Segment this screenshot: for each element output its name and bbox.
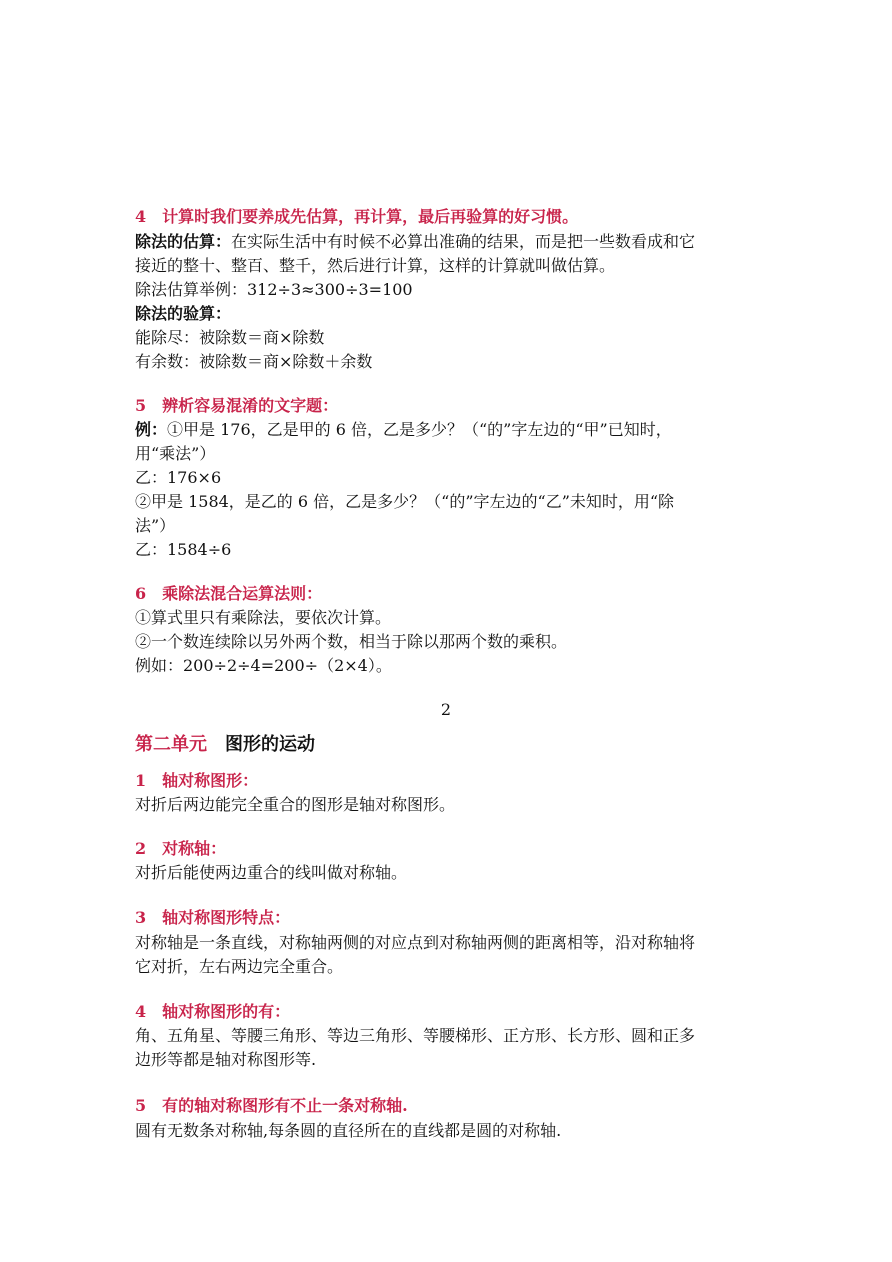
unit-2-item-4-text-2: 边形等都是轴对称图形等. [135,1050,317,1069]
unit-2-label: 第二单元 [135,734,207,755]
estimation-text-2: 接近的整十、整百、整千，然后进行计算，这样的计算就叫做估算。 [135,256,616,275]
example-1-line-1: 例：①甲是 176，乙是甲的 6 倍，乙是多少？（“的”字左边的“甲”已知时， [135,420,672,439]
estimation-definition-line [135,232,765,252]
example-label: 例： [135,420,168,439]
unit-2-item-4-text-1: 角、五角星、等腰三角形、等边三角形、等腰梯形、正方形、长方形、圆和正多 [135,1026,696,1045]
example-2-line-2: 法”） [135,516,176,535]
unit-2-item-2-heading: 2 对称轴： [135,839,227,858]
section-6-heading: 6 乘除法混合运算法则： [135,584,323,603]
unit-2-item-3-heading: 3 轴对称图形特点： [135,908,291,927]
unit-2-item-5-heading: 5 有的轴对称图形有不止一条对称轴. [135,1096,408,1115]
unit-2-topic: 图形的运动 [225,734,315,755]
unit-2-item-4-heading: 4 轴对称图形的有： [135,1002,291,1021]
estimation-text-1: 在实际生活中有时候不必算出准确的结果，而是把一些数看成和它 [231,232,696,251]
unit-2-item-3-text-1: 对称轴是一条直线，对称轴两侧的对应点到对称轴两侧的距离相等，沿对称轴将 [135,933,696,952]
example-1-answer: 乙：176×6 [135,468,222,487]
check-exact: 能除尽：被除数＝商×除数 [135,328,325,347]
example-1-line-2: 用“乘法”） [135,444,216,463]
check-remainder: 有余数：被除数＝商×除数＋余数 [135,352,373,371]
rule-2: ②一个数连续除以另外两个数，相当于除以那两个数的乘积。 [135,632,568,651]
estimation-term: 除法的估算： [135,232,232,251]
estimation-example: 除法估算举例：312÷3≈300÷3=100 [135,280,413,299]
unit-2-title [135,734,765,756]
unit-2-item-3-text-2: 它对折，左右两边完全重合。 [135,957,344,976]
section-5-heading: 5 辨析容易混淆的文字题： [135,396,339,415]
section-4-heading: 4 计算时我们要养成先估算，再计算，最后再验算的好习惯。 [135,207,579,226]
rule-example: 例如：200÷2÷4=200÷（2×4）。 [135,656,392,675]
unit-2-item-1-heading: 1 轴对称图形： [135,771,259,790]
unit-2-item-2-text: 对折后能使两边重合的线叫做对称轴。 [135,863,408,882]
page-number: 2 [440,700,452,719]
example-2-answer: 乙：1584÷6 [135,540,232,559]
unit-2-item-1-text: 对折后两边能完全重合的图形是轴对称图形。 [135,795,456,814]
example-2-line-1: ②甲是 1584，是乙的 6 倍，乙是多少？（“的”字左边的“乙”未知时，用“除 [135,492,675,511]
check-term: 除法的验算： [135,304,232,323]
unit-2-item-5-text: 圆有无数条对称轴,每条圆的直径所在的直线都是圆的对称轴. [135,1121,562,1140]
rule-1: ①算式里只有乘除法，要依次计算。 [135,608,392,627]
